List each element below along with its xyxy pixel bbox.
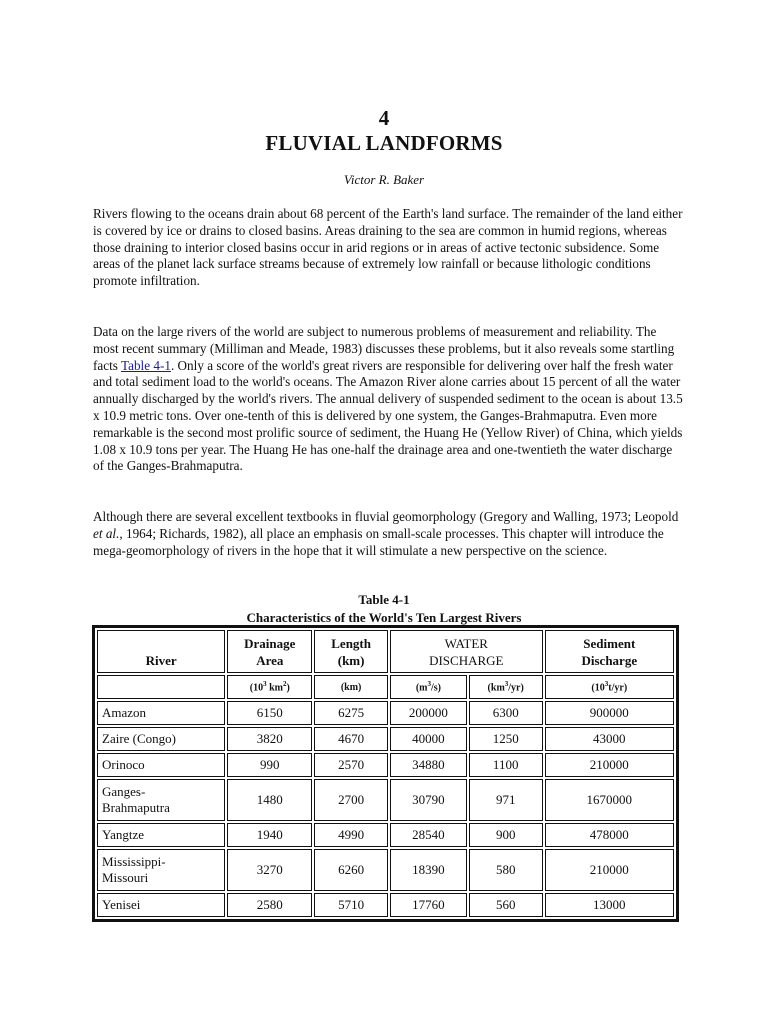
- header-water-discharge: [390, 630, 543, 673]
- unit-drainage: [227, 675, 312, 699]
- unit-length: (km): [314, 675, 388, 699]
- cell-water-km3yr: 971: [469, 779, 543, 821]
- cell-area: 990: [227, 753, 312, 777]
- cell-river-line1: Mississippi-: [102, 854, 166, 869]
- cell-area: 1940: [227, 823, 312, 847]
- chapter-title: FLUVIAL LANDFORMS: [265, 131, 503, 155]
- cell-river-line2: Brahmaputra: [102, 800, 170, 815]
- cell-water-m3s: 17760: [390, 893, 467, 917]
- cell-water-m3s: 28540: [390, 823, 467, 847]
- cell-area: 2580: [227, 893, 312, 917]
- cell-sediment: 43000: [545, 727, 674, 751]
- cell-river: Zaire (Congo): [97, 727, 225, 751]
- header-sediment-line2: Discharge: [581, 652, 638, 668]
- cell-area: 3270: [227, 849, 312, 891]
- paragraph-data: [93, 324, 683, 475]
- cell-river: Yenisei: [97, 893, 225, 917]
- header-sediment-line1: Sediment: [583, 635, 636, 651]
- unit-text: (km: [487, 682, 505, 694]
- cell-water-m3s: 200000: [390, 701, 467, 725]
- table-row: [97, 753, 674, 777]
- et-al-italic: et al.: [93, 525, 120, 541]
- cell-length: 4670: [314, 727, 388, 751]
- unit-text: /yr): [508, 682, 524, 694]
- cell-sediment: 478000: [545, 823, 674, 847]
- cell-area: 1480: [227, 779, 312, 821]
- cell-water-km3yr: 6300: [469, 701, 543, 725]
- unit-text: /s): [430, 682, 441, 694]
- header-water-line2: DISCHARGE: [429, 652, 504, 668]
- unit-sup: 3: [604, 680, 609, 689]
- unit-sup: 3: [427, 680, 431, 689]
- header-drainage-line1: Drainage: [244, 635, 296, 651]
- header-water-line1: WATER: [444, 635, 488, 651]
- table-label: Table 4-1: [358, 592, 410, 607]
- cell-river-line2: Missouri: [102, 870, 149, 885]
- paragraph-textbooks-text-1: Although there are several excellent textbooks in fluvial geomorphology (Gregory and Walling, 1973; Leopold: [93, 509, 679, 524]
- cell-water-km3yr: 560: [469, 893, 543, 917]
- table-units-row: [97, 675, 674, 699]
- cell-length: 2700: [314, 779, 388, 821]
- header-length-line1: Length: [331, 635, 371, 651]
- unit-text: t/yr): [608, 682, 628, 694]
- unit-water-km3yr: [469, 675, 543, 699]
- cell-water-m3s: 30790: [390, 779, 467, 821]
- table-row: [97, 823, 674, 847]
- unit-sup: 3: [263, 680, 267, 689]
- unit-water-m3s: [390, 675, 467, 699]
- cell-water-km3yr: 1100: [469, 753, 543, 777]
- paragraph-textbooks: [93, 509, 683, 559]
- unit-text: km: [266, 682, 283, 694]
- header-drainage-line2: Area: [256, 652, 284, 668]
- table-4-1-link[interactable]: Table 4-1: [120, 357, 171, 373]
- header-length-line2: (km): [337, 652, 365, 668]
- cell-water-km3yr: 580: [469, 849, 543, 891]
- cell-water-km3yr: 1250: [469, 727, 543, 751]
- unit-text: (m: [415, 682, 428, 694]
- cell-length: 6260: [314, 849, 388, 891]
- cell-sediment: 900000: [545, 701, 674, 725]
- header-drainage-area: [227, 630, 312, 673]
- cell-sediment: 210000: [545, 753, 674, 777]
- rivers-table: [92, 625, 679, 922]
- header-river: River: [97, 630, 225, 673]
- table-header-row: [97, 630, 674, 673]
- unit-sup: 2: [282, 680, 287, 689]
- paragraph-intro: Rivers flowing to the oceans drain about 68 percent of the Earth's land surface. The remainder of the land either is covered by ice or drains to closed basins. Areas draining to the sea are common in humid regions, whereas those draining to interior closed basins occur in arid regions or in areas of active tectonic subsidence. Some areas of the planet lack surface streams because of extremely low rainfall or because lithologic conditions promote infiltration.: [93, 206, 683, 289]
- table-row: [97, 779, 674, 821]
- header-length: [314, 630, 388, 673]
- table-row: [97, 727, 674, 751]
- table-row: [97, 893, 674, 917]
- unit-text: ): [286, 682, 290, 694]
- paragraph-data-text-2: . Only a score of the world's great rivers are responsible for delivering over half the fresh water and total sediment load to the world's oceans. The Amazon River alone carries about 15 percent of all the water annually discharged by the world's rivers. The annual delivery of suspended sediment to the ocean is about 13.5 x 10.9 metric tons. Over one-tenth of this is delivered by one system, the Ganges-Brahmaputra. Even more remarkable is the second most prolific source of sediment, the Huang He (Yellow River) of China, which yields 1.08 x 10.9 tons per year. The Huang He has one-half the drainage area and one-twentieth the water discharge of the Ganges-Brahmaputra.: [93, 357, 683, 474]
- paragraph-data-text-1: Data on the large rivers of the world are subject to numerous problems of measurement and reliability. The most recent summary (Milliman and Meade, 1983) discusses these problems, but it also reveals some startling facts: [93, 324, 675, 373]
- cell-river: [97, 779, 225, 821]
- cell-water-m3s: 18390: [390, 849, 467, 891]
- cell-river: Yangtze: [97, 823, 225, 847]
- table-caption: Characteristics of the World's Ten Largest Rivers: [246, 610, 522, 625]
- cell-length: 2570: [314, 753, 388, 777]
- cell-river: Orinoco: [97, 753, 225, 777]
- cell-river: Amazon: [97, 701, 225, 725]
- table-row: [97, 849, 674, 891]
- cell-sediment: 13000: [545, 893, 674, 917]
- cell-area: 3820: [227, 727, 312, 751]
- chapter-number: 4: [378, 106, 390, 130]
- cell-area: 6150: [227, 701, 312, 725]
- cell-water-km3yr: 900: [469, 823, 543, 847]
- cell-length: 6275: [314, 701, 388, 725]
- unit-sup: 3: [504, 680, 509, 689]
- cell-sediment: 210000: [545, 849, 674, 891]
- cell-water-m3s: 40000: [390, 727, 467, 751]
- cell-river-line1: Ganges-: [102, 784, 146, 799]
- unit-river-empty: [97, 675, 225, 699]
- header-sediment-discharge: [545, 630, 674, 673]
- cell-length: 5710: [314, 893, 388, 917]
- cell-water-m3s: 34880: [390, 753, 467, 777]
- cell-length: 4990: [314, 823, 388, 847]
- author-name: Victor R. Baker: [343, 172, 425, 187]
- paragraph-textbooks-text-2: , 1964; Richards, 1982), all place an emphasis on small-scale processes. This chapter will introduce the mega-geomorphology of rivers in the hope that it will stimulate a new perspective on the science.: [93, 525, 664, 558]
- table-row: [97, 701, 674, 725]
- unit-text: (10: [591, 682, 605, 694]
- cell-sediment: 1670000: [545, 779, 674, 821]
- unit-sediment: [545, 675, 674, 699]
- cell-river: [97, 849, 225, 891]
- unit-text: (10: [249, 682, 264, 694]
